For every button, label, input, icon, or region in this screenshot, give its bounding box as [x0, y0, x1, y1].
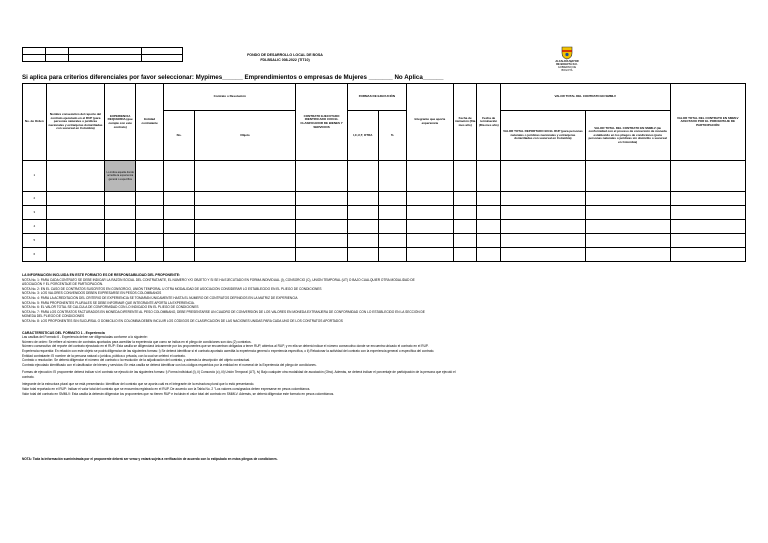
cell-input[interactable]	[378, 192, 406, 206]
cell-input[interactable]	[501, 206, 586, 220]
note-8: NOTA No. 8: LOS PROPONENTES SIN SUCURSAL O DOMICILIO EN COLOMBIA DEBEN INCLUIR LOS CÓDIGOS DE CLASIFICACIÓN DE LAS NACIONES UNIDAS PARA CADA UNO DE LOS CONTRATOS APORTADOS	[22, 318, 343, 323]
row-number: 5	[23, 234, 47, 248]
header-grid-cell	[69, 48, 142, 55]
cell-input[interactable]	[585, 234, 670, 248]
cell-input[interactable]	[194, 192, 295, 206]
cell-input[interactable]	[501, 220, 586, 234]
notes-heading: LA INFORMACIÓN INCLUIDA EN ESTE FORMATO ES DE RESPONSABILIDAD DEL PROPONENTE:	[22, 273, 181, 277]
header-grid-cell	[142, 55, 183, 62]
criteria-line: Si aplica para criterios diferenciales por favor seleccionar: Mypimes______ Emprendimientos o empresas de Mujeres _______ No Aplica______	[22, 74, 444, 81]
cell-input[interactable]	[406, 206, 453, 220]
row-number: 2	[23, 192, 47, 206]
final-note: NOTA: Toda la información suministrada por el proponente deberá ser veraz y estará sujeta a verificación de acuerdo con lo estipulado en estos pliegos de condiciones.	[22, 457, 278, 461]
note-1: NOTA No. 1: PARA CADA CONTRATO SE DEBE INDICAR LA RAZÓN SOCIAL DEL CONTRATANTE, EL NÚMERO Y/O OBJETO Y SI SE HA EJECUTADO EN FORMA INDIVIDUAL (I), CONSORCIO (C), UNIÓN TEMPORAL (UT) O BAJO CUALQUIER OTRA MODALIDAD DE	[22, 277, 415, 282]
char-numero-orden: Número de orden: Se refiere al número de contratos aportados para acreditar la experiencia que como se indica en el pliego de condiciones son dos (2) contratos.	[22, 339, 252, 344]
cell-input[interactable]	[46, 206, 105, 220]
cell-input[interactable]	[378, 161, 406, 192]
note-5: NOTA No. 5: PARA PROPONENTES PLURALES SE DEBE INFORMAR QUE INTEGRANTE APORTA LA EXPERIENCIA.	[22, 300, 195, 305]
cell-input[interactable]	[296, 234, 348, 248]
cell-input[interactable]	[296, 161, 348, 192]
characteristics-intro: Las casillas del Formato 6 - Experiencia deben ser diligenciadas conforme a lo siguiente:	[22, 335, 148, 340]
cell-input[interactable]	[347, 234, 378, 248]
cell-input[interactable]	[585, 161, 670, 192]
header-clasificador: CONTRATO EJECUTADO IDENTIFICADO CON EL CLASIFICADOR DE BIENES Y SERVICIOS	[296, 84, 348, 161]
cell-input[interactable]	[296, 220, 348, 234]
char-formas-b: contrato.	[22, 374, 35, 379]
header-fecha-terminacion: Fecha de terminación (Día mes año)	[477, 84, 501, 161]
cell-input[interactable]	[453, 161, 477, 192]
cell-input[interactable]	[194, 161, 295, 192]
logo-line-2: DE BOGOTÁ D.C.	[556, 63, 578, 66]
header-formas-group: FORMAS DE EJECUCIÓN	[347, 84, 406, 111]
cell-input[interactable]	[164, 248, 195, 262]
experience-table	[22, 83, 746, 262]
note-7: NOTA No. 7: PARA LOS CONTRATOS FACTURADOS EN MONEDA DIFERENTE AL PESO COLOMBIANO, DEBE PRESENTARSE UN CUADRO DE CONVERSIÓN DE LOS VALORES EN MONEDA EXTRANJERA DE CONFORMIDAD CON LO ESTABLECIDO EN LA SECCIÓN DE	[22, 309, 425, 314]
char-contrato: Contrato o resolución: Se deberá diligenciar el número del contrato o la resolución de la adjudicación del contrato, y además la descripción del objeto contractual.	[22, 358, 251, 363]
characteristics-heading: CARACTERÍSTICAS DEL FORMATO 1 - Experiencia	[22, 330, 105, 335]
cell-input[interactable]	[477, 220, 501, 234]
row-number: 1	[23, 161, 47, 192]
cell-input[interactable]	[194, 234, 295, 248]
header-valor-group: VALOR TOTAL DEL CONTRATO EN SMMLV	[501, 84, 671, 111]
cell-input[interactable]	[670, 206, 745, 220]
notes-section	[22, 273, 746, 396]
note-7b: MONEDA DEL PLIEGO DE CONDICIONES	[22, 314, 85, 319]
header-experiencia: EXPERIENCIA REQUERIDA (que cumple con este contrato)	[105, 84, 136, 161]
cell-input[interactable]	[406, 248, 453, 262]
header-valor-afectado: VALOR TOTAL DEL CONTRATO EN SMMLV AFECTADO POR EL PORCENTAJE DE PARTICIPACIÓN	[670, 84, 745, 161]
logo-line-1: ALCALDÍA MAYOR	[555, 60, 579, 63]
cell-input[interactable]	[347, 220, 378, 234]
cell-input[interactable]	[406, 234, 453, 248]
char-consecutivo-rup: Número consecutivo del reporte del contrato ejecutado en el RUP: Esta casilla se diligenciará únicamente por los proponentes que se encuentran obligados a tener RUP, abiertos al RUP, y en ella se deberá indicar el número consecutivo donde se encuentra ubicado el contrato en el RUP.	[22, 344, 429, 349]
header-entidad: Entidad contratante	[136, 84, 164, 161]
cell-input[interactable]	[105, 206, 136, 220]
header-grid-cell	[46, 55, 69, 62]
cell-input[interactable]	[453, 192, 477, 206]
cell-input[interactable]	[585, 206, 670, 220]
cell-input[interactable]	[46, 234, 105, 248]
title-line-1: FONDO DE DESARROLLO LOCAL DE BOSA	[247, 53, 323, 57]
grey-note-cell: Lo indica aquella donde acredita la experiencia general o específica	[105, 161, 136, 192]
cell-input[interactable]	[296, 248, 348, 262]
table-row	[23, 234, 746, 248]
row-number: 3	[23, 206, 47, 220]
header-grid-cell	[46, 48, 69, 55]
cell-input[interactable]	[136, 161, 164, 192]
document-title	[200, 53, 370, 63]
cell-input[interactable]	[453, 220, 477, 234]
cell-input[interactable]	[670, 161, 745, 192]
header-icut: I,C,U,T, OTRA	[347, 111, 378, 161]
cell-input[interactable]	[453, 248, 477, 262]
cell-input[interactable]	[670, 192, 745, 206]
cell-input[interactable]	[670, 234, 745, 248]
cell-input[interactable]	[477, 161, 501, 192]
title-line-2: FDLBSALIC 008-2022 (TIT10)	[260, 58, 310, 62]
cell-input[interactable]	[105, 234, 136, 248]
cell-input[interactable]	[164, 234, 195, 248]
table-row	[23, 161, 746, 192]
cell-input[interactable]	[347, 192, 378, 206]
cell-input[interactable]	[585, 192, 670, 206]
cell-input[interactable]	[136, 192, 164, 206]
note-4: NOTA No. 4: PARA LA ACREDITACIÓN DEL CRITERIO DE EXPERIENCIA SE TOMARÁN ÚNICAMENTE HASTA EL NÚMERO DE CONTRATOS DEFINIDOS EN LA MATRIZ DE EXPERIENCIA	[22, 295, 298, 300]
char-experiencia: Experiencia requerida: En relación con este objeto se podrá diligenciar de las siguientes formas: i) Se deberá identificar si el contrato aportado acredita la experiencia general o experiencia específica, o ii) Relacionar la actividad del contrato con la experiencia general o específica del contrato.	[22, 348, 435, 353]
cell-input[interactable]	[194, 248, 295, 262]
cell-input[interactable]	[585, 220, 670, 234]
cell-input[interactable]	[164, 206, 195, 220]
cell-input[interactable]	[296, 192, 348, 206]
cell-input[interactable]	[164, 192, 195, 206]
cell-input[interactable]	[477, 192, 501, 206]
note-6: NOTA No. 6: EL VALOR TOTAL SE CALCULA DE CONFORMIDAD CON LO INDICADO EN EL PLIEGO DE CONDICIONES	[22, 305, 199, 310]
cell-input[interactable]	[453, 234, 477, 248]
cell-input[interactable]	[347, 161, 378, 192]
cell-input[interactable]	[406, 192, 453, 206]
cell-input[interactable]	[105, 220, 136, 234]
cell-input[interactable]	[46, 192, 105, 206]
table-row	[23, 206, 746, 220]
cell-input[interactable]	[453, 206, 477, 220]
cell-input[interactable]	[194, 220, 295, 234]
cell-input[interactable]	[670, 248, 745, 262]
cell-input[interactable]	[296, 206, 348, 220]
cell-input[interactable]	[670, 220, 745, 234]
cell-input[interactable]	[194, 206, 295, 220]
cell-input[interactable]	[105, 248, 136, 262]
header-no-orden: No. de Orden	[23, 84, 47, 161]
table-row	[23, 220, 746, 234]
cell-input[interactable]	[136, 234, 164, 248]
header-grid-cell	[69, 55, 142, 62]
header-grid	[22, 47, 183, 62]
cell-input[interactable]	[501, 161, 586, 192]
cell-input[interactable]	[477, 206, 501, 220]
header-grid-cell	[142, 48, 183, 55]
cell-input[interactable]	[347, 248, 378, 262]
note-1b: ASOCIACIÓN Y EL PORCENTAJE DE PARTICIPACIÓN.	[22, 282, 104, 287]
cell-input[interactable]	[501, 192, 586, 206]
header-percent: %	[378, 111, 406, 161]
table-row	[23, 248, 746, 262]
cell-input[interactable]	[46, 161, 105, 192]
logo-line-3: GOBIERNO DE BOGOTÁ	[557, 66, 577, 72]
row-number: 6	[23, 248, 47, 262]
header-fecha-inicio: Fecha de iniciación (Día mes año)	[453, 84, 477, 161]
cell-input[interactable]	[378, 234, 406, 248]
cell-input[interactable]	[136, 206, 164, 220]
cell-input[interactable]	[347, 206, 378, 220]
char-valor-rup: Valor total reportado en el RUP: Indicar el valor total del contrato que se encuentra registrado en el RUP. De acuerdo con la Tabla No. 2 "Los valores consignados deben expresarse en pesos colombianos.	[22, 387, 311, 392]
cell-input[interactable]	[164, 161, 195, 192]
cell-input[interactable]	[406, 220, 453, 234]
char-valor-smmlv: Valor total del contrato en SMMLV: Esta casilla la deberán diligenciar los proponentes que no tienen RUP e incluirán el valor total del contrato en SMMLV. Además, se deberá diligenciar este formato en pesos colombianos.	[22, 391, 335, 396]
header-contrato-group: Contrato o Resolución	[164, 84, 296, 111]
table-header-row	[23, 84, 746, 111]
cell-input[interactable]	[46, 248, 105, 262]
cell-input[interactable]	[378, 206, 406, 220]
cell-input[interactable]	[501, 234, 586, 248]
bogota-logo	[552, 46, 582, 72]
cell-input[interactable]	[164, 220, 195, 234]
char-entidad: Entidad contratante: El nombre de la persona natural o jurídica, pública o privada, con la cual se celebró el contrato.	[22, 353, 186, 358]
char-clasificador: Contrato ejecutado identificado con el clasificador de bienes y servicios: En esta casilla se deberá identificar con los códigos requeridos por la entidad en el numeral de la Experiencia del pliego de condiciones.	[22, 362, 317, 367]
cell-input[interactable]	[136, 248, 164, 262]
char-integrante: Integrante de la estructura plural que se está presentando: Identificar del contrato que se aporta cuál es el integrante de la estructura plural que lo está presentando.	[22, 382, 255, 387]
cell-input[interactable]	[378, 220, 406, 234]
header-grid-cell	[23, 48, 46, 55]
header-nombre-consecutivo: Nombre consecutivo del reporte del contrato ejecutado en el RUP (para personas naturales o jurídicas nacionales y extranjeras domiciliadas con sucursal en Colombia)	[46, 84, 105, 161]
char-formas: Formas de ejecución: El proponente deberá indicar si el contrato se ejecutó de las siguientes formas: i) Forma individual (I), ii) Consorcio (c), iii) Unión Temporal (UT), iv) Bajo cualquier otra modalidad de asociación (Otra). Además, se deberá indicar el porcentaje de participación de la persona que ejecutó el	[22, 370, 456, 375]
header-objeto: Objeto	[194, 111, 295, 161]
coat-of-arms-icon	[561, 46, 573, 60]
header-valor-smmlv: VALOR TOTAL DEL CONTRATO EN SMMLV (de conformidad con el proceso de conversión de moneda establecido en los pliegos de condiciones (para personas naturales o jurídicas sin domicilio o sucursal en Colombia)	[585, 111, 670, 161]
header-integrante: Integrante que aporta experiencia	[406, 84, 453, 161]
cell-input[interactable]	[378, 248, 406, 262]
cell-input[interactable]	[477, 248, 501, 262]
cell-input[interactable]	[477, 234, 501, 248]
cell-input[interactable]	[105, 192, 136, 206]
cell-input[interactable]	[406, 161, 453, 192]
note-3: NOTA No. 3: LOS VALORES CONVENIDOS DEBEN EXPRESARSE EN PESOS COLOMBIANOS	[22, 291, 162, 296]
cell-input[interactable]	[501, 248, 586, 262]
cell-input[interactable]	[46, 220, 105, 234]
row-number: 4	[23, 220, 47, 234]
cell-input[interactable]	[585, 248, 670, 262]
cell-input[interactable]	[136, 220, 164, 234]
header-grid-cell	[23, 55, 46, 62]
table-row	[23, 192, 746, 206]
header-valor-rup: VALOR TOTAL REPORTADO EN EL RUP (para personas naturales o jurídicas nacionales y extranjeras domiciliadas con sucursal en Colombia)	[501, 111, 586, 161]
note-2: NOTA No. 2: EN EL CASO DE CONTRATOS SUSCRITOS EN CONSORCIO, UNIÓN TEMPORAL U OTRA MODALIDAD DE ASOCIACIÓN CONSIDERAR LO ESTABLECIDO EN EL PLIEGO DE CONDICIONES	[22, 286, 322, 291]
header-no: No.	[164, 111, 195, 161]
